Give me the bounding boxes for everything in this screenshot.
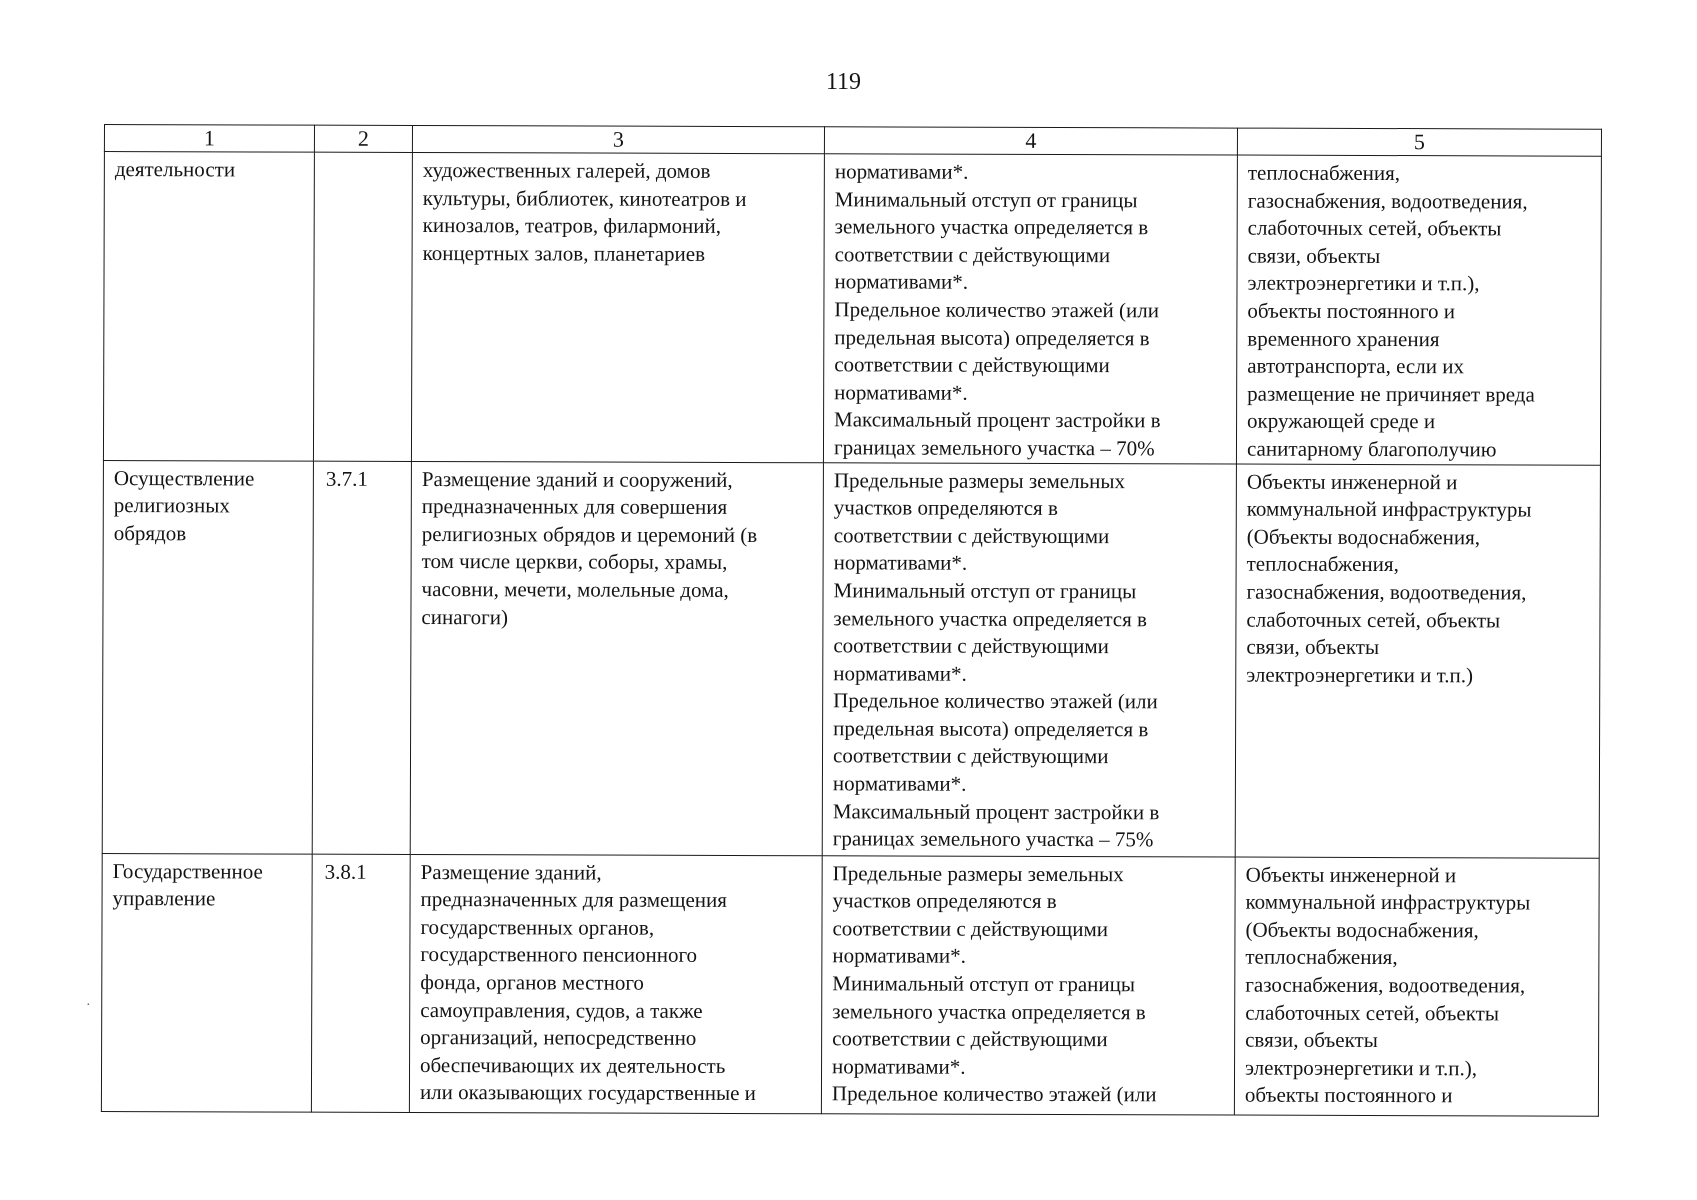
column-header-1: 1	[104, 125, 314, 153]
cell-code: 3.8.1	[311, 854, 410, 1112]
cell-auxiliary-uses: Объекты инженерной и коммунальной инфраструктуры (Объекты водоснабжения, теплоснабжения, газоснабжения, водоотведения, слаботочных сетей, объекты связи, объекты электроэнергетики и т.п.), объекты постоянного и	[1234, 857, 1599, 1116]
cell-description: художественных галерей, домов культуры, библиотек, кинотеатров и кинозалов, театров, филармоний, концертных залов, планетариев	[411, 152, 824, 462]
cell-parameters: Предельные размеры земельных участков определяются в соответствии с действующими нормативами*. Минимальный отступ от границы земельного участка определяется в соответствии с действующими нормативами*. Предельное количество этажей (или	[821, 855, 1235, 1114]
table-row	[103, 152, 1601, 465]
cell-code: 3.7.1	[312, 461, 411, 854]
page-number	[0, 68, 1697, 96]
cell-description: Размещение зданий, предназначенных для размещения государственных органов, государственного пенсионного фонда, органов местного самоуправления, судов, а также организаций, непосредственно обеспечивающих их деятельность или оказывающих государственные и	[409, 854, 822, 1113]
land-use-table-container	[101, 124, 1601, 1116]
cell-code	[313, 152, 412, 461]
table-row	[102, 460, 1600, 858]
scan-speck: ·	[86, 998, 91, 1013]
table-row	[101, 853, 1599, 1116]
cell-use-type: Осуществление религиозных обрядов	[102, 460, 313, 854]
column-header-5: 5	[1237, 128, 1601, 156]
cell-parameters: нормативами*. Минимальный отступ от границы земельного участка определяется в соответствии с действующими нормативами*. Предельное количество этажей (или предельная высота) определяется в соответствии с действующими нормативами*. Максимальный процент застройки в границах земельного участка – 70%	[823, 154, 1237, 464]
cell-use-type: Государственное управление	[101, 853, 312, 1112]
cell-parameters: Предельные размеры земельных участков определяются в соответствии с действующими нормативами*. Минимальный отступ от границы земельного участка определяется в соответствии с действующими нормативами*. Предельное количество этажей (или предельная высота) определяется в соответствии с действующими нормативами*. Максимальный процент застройки в границах земельного участка – 75%	[822, 462, 1236, 856]
page-number-text: 119	[825, 69, 862, 95]
land-use-regulations-table	[101, 124, 1602, 1116]
cell-auxiliary-uses: Объекты инженерной и коммунальной инфраструктуры (Объекты водоснабжения, теплоснабжения, газоснабжения, водоотведения, слаботочных сетей, объекты связи, объекты электроэнергетики и т.п.)	[1235, 464, 1600, 858]
cell-use-type: деятельности	[103, 152, 314, 461]
column-header-4: 4	[824, 127, 1237, 155]
column-header-2: 2	[314, 125, 412, 152]
cell-auxiliary-uses: теплоснабжения, газоснабжения, водоотведения, слаботочных сетей, объекты связи, объекты электроэнергетики и т.п.), объекты постоянного и временного хранения автотранспорта, если их размещение не причиняет вреда окружающей среде и санитарному благополучию	[1236, 155, 1601, 465]
cell-description: Размещение зданий и сооружений, предназначенных для совершения религиозных обрядов и церемоний (в том числе церкви, соборы, храмы, часовни, мечети, молельные дома, синагоги)	[410, 461, 823, 855]
column-header-3: 3	[412, 125, 824, 153]
